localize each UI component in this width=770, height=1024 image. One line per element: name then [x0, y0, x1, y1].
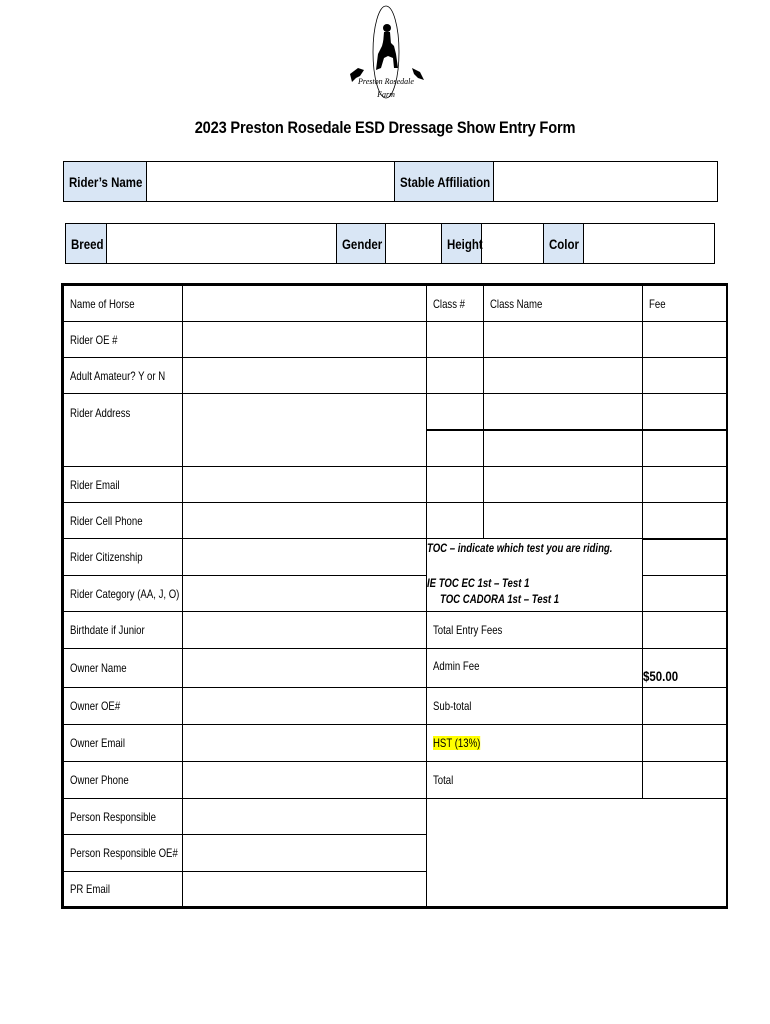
owner-email-label: Owner Email [63, 724, 183, 762]
rider-name-label: Rider’s Name [64, 162, 147, 201]
rider-email-label: Rider Email [63, 466, 183, 503]
toc-note-line1: TOC – indicate which test you are riding. [427, 541, 613, 555]
horse-details-row [65, 223, 715, 264]
logo-text-line1: Preston Rosedale [358, 77, 414, 86]
class-number-cell[interactable] [426, 357, 484, 394]
rider-address-field[interactable] [182, 393, 427, 467]
class-name-cell[interactable] [483, 466, 643, 503]
adult-amateur-label: Adult Amateur? Y or N [63, 357, 183, 394]
person-responsible-oe-label: Person Responsible OE# [63, 834, 183, 872]
birthdate-if-junior-label: Birthdate if Junior [63, 611, 183, 649]
stable-affiliation-label: Stable Affiliation [395, 162, 494, 201]
height-field[interactable] [482, 224, 544, 263]
owner-phone-label: Owner Phone [63, 761, 183, 799]
person-responsible-oe-field[interactable] [182, 834, 427, 872]
rider-cell-phone-label: Rider Cell Phone [63, 502, 183, 539]
name-of-horse-field[interactable] [182, 285, 427, 322]
class-number-cell[interactable] [426, 502, 484, 539]
rider-citizenship-label: Rider Citizenship [63, 538, 183, 576]
color-label: Color [544, 224, 584, 263]
class-number-cell[interactable] [426, 321, 484, 358]
class-fee-cell[interactable] [642, 357, 727, 394]
class-name-cell[interactable] [483, 321, 643, 358]
height-label: Height [442, 224, 482, 263]
rider-name-field[interactable] [147, 162, 395, 201]
gender-field[interactable] [386, 224, 442, 263]
toc-note-line2: IE TOC EC 1st – Test 1 [427, 576, 530, 590]
pr-email-field[interactable] [182, 871, 427, 907]
rider-email-field[interactable] [182, 466, 427, 503]
stable-affiliation-field[interactable] [494, 162, 717, 201]
gender-label: Gender [337, 224, 386, 263]
class-number-cell[interactable] [426, 393, 484, 430]
toc-fee-field-1[interactable] [642, 539, 727, 576]
person-responsible-label: Person Responsible [63, 798, 183, 835]
toc-note-line3: TOC CADORA 1st – Test 1 [440, 592, 560, 606]
farm-logo [336, 2, 432, 110]
pr-email-label: PR Email [63, 871, 183, 907]
owner-email-field[interactable] [182, 724, 427, 762]
class-number-cell[interactable] [426, 466, 484, 503]
total-label: Total [426, 761, 643, 799]
class-number-header: Class # [426, 285, 484, 322]
class-fee-cell[interactable] [642, 430, 727, 467]
total-entry-fees-field[interactable] [642, 611, 727, 649]
horse-rider-logo-icon [336, 2, 432, 110]
class-fee-cell[interactable] [642, 502, 727, 539]
logo-text-line2: Farm [377, 90, 395, 99]
adult-amateur-field[interactable] [182, 357, 427, 394]
owner-name-label: Owner Name [63, 648, 183, 688]
breed-field[interactable] [107, 224, 337, 263]
breed-label: Breed [66, 224, 107, 263]
class-name-cell[interactable] [483, 430, 643, 467]
hst-label: HST (13%) [426, 724, 643, 762]
fee-header: Fee [642, 285, 727, 322]
toc-fee-field-2[interactable] [642, 575, 727, 612]
class-name-cell[interactable] [483, 393, 643, 430]
total-field[interactable] [642, 761, 727, 799]
rider-cell-phone-field[interactable] [182, 502, 427, 539]
rider-stable-row [63, 161, 718, 202]
rider-address-label: Rider Address [63, 393, 183, 467]
total-entry-fees-label: Total Entry Fees [426, 611, 643, 649]
owner-oe-label: Owner OE# [63, 687, 183, 725]
page-title: 2023 Preston Rosedale ESD Dressage Show Entry Form [194, 118, 576, 137]
class-name-header: Class Name [483, 285, 643, 322]
class-fee-cell[interactable] [642, 393, 727, 430]
blank-notes-area [426, 798, 727, 907]
person-responsible-field[interactable] [182, 798, 427, 835]
color-field[interactable] [584, 224, 714, 263]
rider-citizenship-field[interactable] [182, 538, 427, 576]
subtotal-field[interactable] [642, 687, 727, 725]
class-name-cell[interactable] [483, 502, 643, 539]
owner-oe-field[interactable] [182, 687, 427, 725]
rider-oe-field[interactable] [182, 321, 427, 358]
owner-phone-field[interactable] [182, 761, 427, 799]
birthdate-if-junior-field[interactable] [182, 611, 427, 649]
class-fee-cell[interactable] [642, 321, 727, 358]
rider-oe-label: Rider OE # [63, 321, 183, 358]
subtotal-label: Sub-total [426, 687, 643, 725]
class-fee-cell[interactable] [642, 466, 727, 503]
class-number-cell[interactable] [426, 430, 484, 467]
admin-fee-value: $50.00 [642, 648, 727, 688]
hst-field[interactable] [642, 724, 727, 762]
rider-category-field[interactable] [182, 575, 427, 612]
admin-fee-label: Admin Fee [426, 648, 643, 688]
rider-category-label: Rider Category (AA, J, O) [63, 575, 183, 612]
owner-name-field[interactable] [182, 648, 427, 688]
class-name-cell[interactable] [483, 357, 643, 394]
name-of-horse-label: Name of Horse [63, 285, 183, 322]
